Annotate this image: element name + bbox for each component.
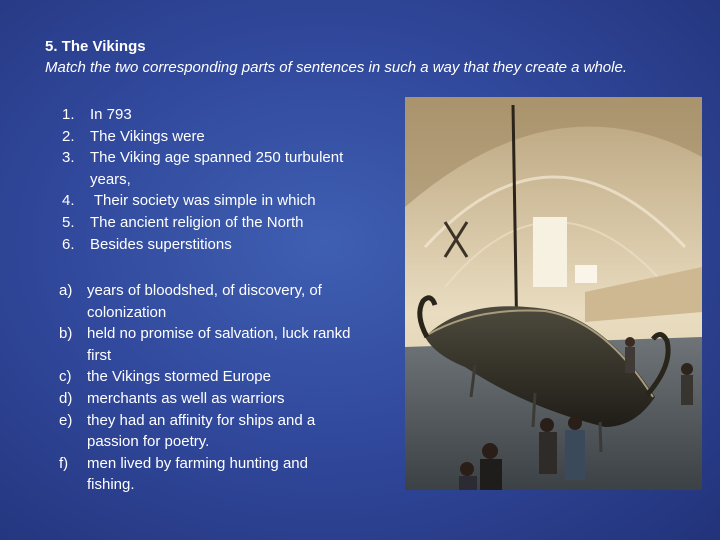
item-number: 1.	[62, 106, 75, 123]
list-item	[62, 234, 362, 256]
list-item	[59, 410, 359, 453]
item-text: In 793	[90, 106, 132, 123]
list-item	[59, 323, 359, 366]
item-text: the Vikings stormed Europe	[87, 368, 271, 386]
item-number: 5.	[62, 213, 75, 231]
list-item	[59, 388, 359, 410]
list-item	[62, 212, 362, 234]
viking-ship-photo	[405, 97, 702, 490]
item-number: 3.	[62, 149, 75, 167]
item-text: The Viking age spanned 250 turbulent years,	[90, 149, 344, 188]
numbered-list	[62, 104, 362, 255]
item-letter: f)	[59, 454, 69, 472]
item-letter: d)	[59, 389, 73, 407]
item-number: 2.	[62, 127, 75, 145]
item-letter: a)	[59, 282, 73, 299]
item-text: The Vikings were	[90, 127, 205, 145]
item-text: Their society was simple in which	[90, 192, 316, 210]
list-item	[62, 190, 362, 212]
item-letter: c)	[59, 368, 72, 386]
item-text: years of bloodshed, of discovery, of colonization	[87, 282, 322, 321]
heading	[45, 36, 685, 78]
list-item	[62, 126, 362, 148]
list-item	[59, 280, 359, 323]
item-letter: e)	[59, 411, 73, 429]
lettered-list	[59, 280, 359, 496]
item-text: merchants as well as warriors	[87, 389, 285, 407]
list-item	[62, 147, 362, 190]
item-text: Besides superstitions	[90, 235, 232, 253]
item-text: they had an affinity for ships and a passion for poetry.	[87, 411, 316, 451]
instruction-text: Match the two corresponding parts of sentences in such a way that they create a whole.	[45, 59, 627, 76]
item-letter: b)	[59, 325, 73, 343]
item-number: 6.	[62, 235, 75, 253]
item-number: 4.	[62, 192, 75, 210]
item-text: The ancient religion of the North	[90, 213, 304, 231]
item-text: held no promise of salvation, luck rankd first	[87, 325, 351, 364]
item-text: men lived by farming hunting and fishing.	[87, 454, 308, 494]
list-item	[59, 366, 359, 388]
list-item	[62, 104, 362, 126]
slide-title: 5. The Vikings	[45, 38, 146, 55]
list-item	[59, 453, 359, 496]
